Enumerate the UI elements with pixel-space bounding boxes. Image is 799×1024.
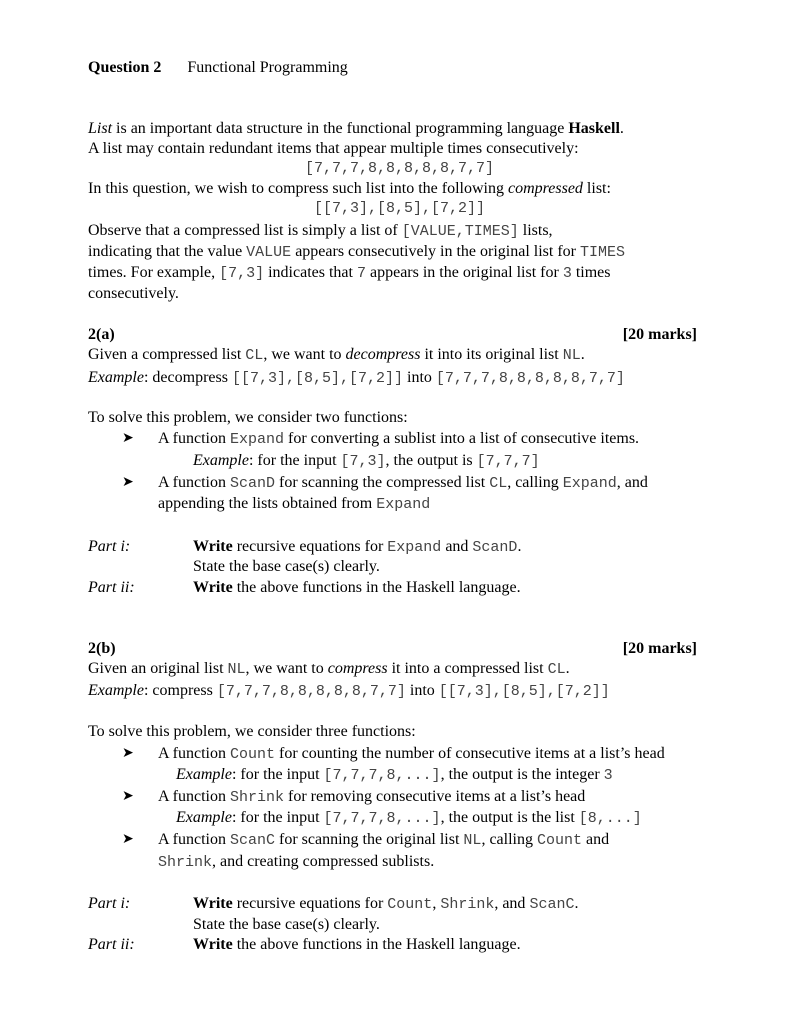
intro-line-3: In this question, we wish to compress such list into the following compressed list: [88,180,611,197]
arrowhead-bullet-icon: ➤ [122,746,134,761]
part-b-bullet-1: A function Count for counting the number of consecutive items at a list’s head [158,745,665,763]
part-b-part-i-label: Part i: [88,895,131,912]
part-b-part-ii-label: Part ii: [88,936,135,953]
part-b-part-i-base: State the base case(s) clearly. [193,916,380,933]
part-a-bullet-1-example: Example: for the input [7,3], the output is [7,7,7] [193,452,540,470]
intro-line-2: A list may contain redundant items that appear multiple times consecutively: [88,140,579,157]
arrowhead-bullet-icon: ➤ [122,789,134,804]
arrowhead-bullet-icon: ➤ [122,475,134,490]
example-original-list: [7,7,7,8,8,8,8,8,7,7] [304,160,495,177]
part-b-part-ii: Write the above functions in the Haskell language. [193,936,521,953]
intro-line-6: times. For example, [7,3] indicates that 7 appears in the original list for 3 times [88,264,611,282]
question-topic: Functional Programming [187,59,348,76]
arrowhead-bullet-icon: ➤ [122,832,134,847]
part-a-line-1: Given a compressed list CL, we want to decompress it into its original list NL. [88,346,585,364]
question-number: Question 2 [88,59,162,76]
part-b-line-1: Given an original list NL, we want to compress it into a compressed list CL. [88,660,570,678]
question-header [88,58,348,78]
intro-line-1: List is an important data structure in the functional programming language Haskell. [88,120,624,137]
part-b-bullet-3: A function ScanC for scanning the original list NL, calling Count and [158,831,610,849]
intro-line-4: Observe that a compressed list is simply a list of [VALUE,TIMES] lists, [88,222,553,240]
part-b-bullet-3-cont: Shrink, and creating compressed sublists. [158,853,435,871]
part-a-bullet-1: A function Expand for converting a sublist into a list of consecutive items. [158,430,640,448]
part-b-example: Example: compress [7,7,7,8,8,8,8,8,7,7] into [[7,3],[8,5],[7,2]] [88,682,610,700]
part-a-bullet-2: A function ScanD for scanning the compressed list CL, calling Expand, and [158,474,648,492]
part-b-heading: 2(b) [88,640,116,657]
part-a-heading: 2(a) [88,326,115,343]
example-compressed-list: [[7,3],[8,5],[7,2]] [313,200,486,217]
part-a-part-i-label: Part i: [88,538,131,555]
part-a-part-ii-label: Part ii: [88,579,135,596]
part-a-part-i: Write recursive equations for Expand and ScanD. [193,538,522,556]
part-b-part-i: Write recursive equations for Count, Shrink, and ScanC. [193,895,579,913]
part-b-intro-functions: To solve this problem, we consider three functions: [88,723,416,740]
part-b-bullet-2-example: Example: for the input [7,7,7,8,...], the output is the list [8,...] [176,809,642,827]
part-a-marks: [20 marks] [622,326,697,343]
arrowhead-bullet-icon: ➤ [122,431,134,446]
part-b-bullet-1-example: Example: for the input [7,7,7,8,...], the output is the integer 3 [176,766,613,784]
part-a-bullet-2-cont: appending the lists obtained from Expand [158,495,431,513]
intro-line-7: consecutively. [88,285,179,302]
part-a-intro-functions: To solve this problem, we consider two functions: [88,409,408,426]
intro-line-5: indicating that the value VALUE appears consecutively in the original list for TIMES [88,243,626,261]
part-a-example: Example: decompress [[7,3],[8,5],[7,2]] into [7,7,7,8,8,8,8,8,7,7] [88,369,625,387]
part-b-bullet-2: A function Shrink for removing consecutive items at a list’s head [158,788,586,806]
part-a-part-i-base: State the base case(s) clearly. [193,558,380,575]
part-b-marks: [20 marks] [622,640,697,657]
part-a-part-ii: Write the above functions in the Haskell language. [193,579,521,596]
